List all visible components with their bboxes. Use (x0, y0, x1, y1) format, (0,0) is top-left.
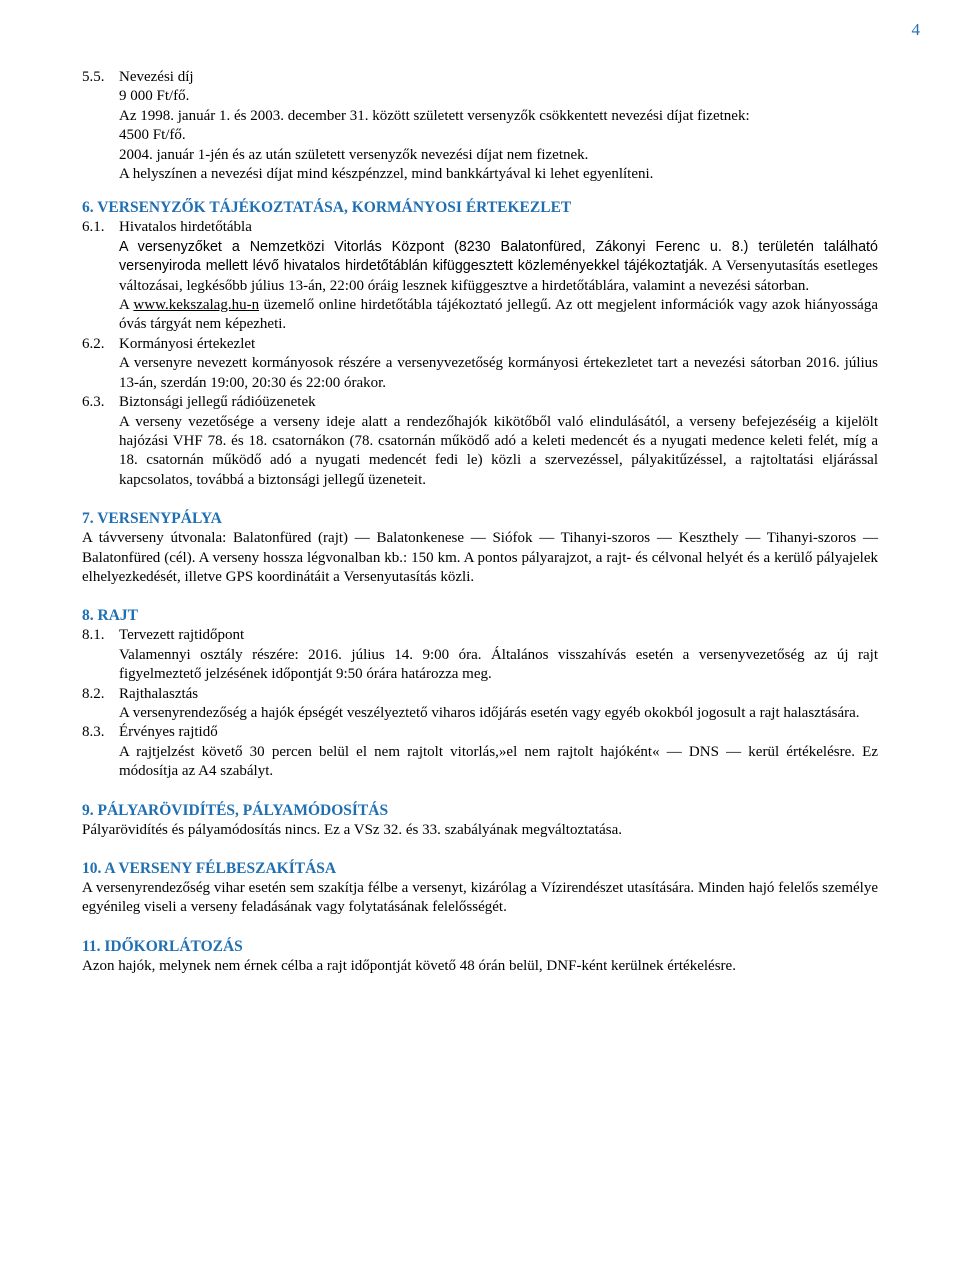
fee-line: A helyszínen a nevezési díjat mind készpénzzel, mind bankkártyával ki lehet egyenlíteni. (119, 166, 654, 183)
subsection-header (82, 218, 878, 237)
section-5-5 (82, 68, 878, 184)
subsection-title: Tervezett rajtidőpont (119, 627, 245, 644)
subsection-header (82, 335, 878, 354)
paragraph-text: A (119, 297, 134, 314)
section-9 (82, 801, 878, 840)
paragraph: Pályarövidítés és pályamódosítás nincs. Ez a VSz 32. és 33. szabályának megváltoztatása. (82, 821, 622, 838)
section-11 (82, 937, 878, 976)
section-heading: 6. VERSENYZŐK TÁJÉKOZTATÁSA, KORMÁNYOSI ÉRTEKEZLET (82, 199, 572, 217)
fee-line: 9 000 Ft/fő. (119, 88, 190, 105)
paragraph-text: üzemelő online hirdetőtábla tájékoztató jellegű. Az ott megjelent információk vagy azok hiányossága óvás tárgyát nem képezheti. (119, 297, 878, 333)
fee-line: Az 1998. január 1. és 2003. december 31. között született versenyzők csökkentett nevezési díjat fizetnek: (119, 107, 750, 124)
subsection-title: Hivatalos hirdetőtábla (119, 219, 252, 236)
fee-line: 2004. január 1-jén és az után született versenyzők nevezési díjat nem fizetnek. (119, 146, 589, 163)
subsection-title: Biztonsági jellegű rádióüzenetek (119, 394, 316, 411)
website-link[interactable]: www.kekszalag.hu-n (133, 297, 260, 314)
subsection-number: 6.1. (82, 219, 105, 236)
paragraph-text: A Versenyutasítás esetleges változásai, legkésőbb július 13-án, 22:00 óráig lesznek kifüggesztve a hirdetőtáblára, valamint a nevezési sátorban. (119, 258, 878, 294)
subsection-title: Rajthalasztás (119, 685, 199, 702)
subsection-number: 6.3. (82, 394, 105, 411)
subsection-header (82, 393, 878, 412)
section-6 (82, 198, 878, 490)
paragraph-text: A versenyzőket a Nemzetközi Vitorlás Központ (8230 Balatonfüred, Zákonyi Ferenc u. 8.) területén található versenyiroda mellett lévő hivatalos hirdetőtáblán kifüggesztett közleményekkel tájékoztatják. (119, 238, 878, 275)
paragraph: A rajtjelzést követő 30 percen belül el nem rajtolt vitorlás,»el nem rajtolt hajóként« ― DNS ― kerül értékelésre. Ez módosítja az A4 szabályt. (119, 743, 878, 780)
subsection-header (82, 68, 878, 87)
section-heading: 7. VERSENYPÁLYA (82, 510, 222, 528)
page-number: 4 (911, 20, 920, 39)
paragraph: A versenyrendezőség a hajók épségét veszélyeztető viharos időjárás esetén vagy egyéb okokból jogosult a rajt halasztására. (119, 704, 860, 721)
paragraph: A versenyre nevezett kormányosok részére a versenyvezetőség kormányosi értekezletet tart a nevezési sátorban 2016. július 13-án, szerdán 19:00, 20:30 és 22:00 órakor. (119, 355, 878, 391)
paragraph (82, 238, 878, 296)
subsection-number: 5.5. (82, 69, 105, 85)
subsection-title: Nevezési díj (119, 69, 194, 85)
section-heading: 9. PÁLYARÖVIDÍTÉS, PÁLYAMÓDOSÍTÁS (82, 801, 389, 819)
paragraph: Azon hajók, melynek nem érnek célba a rajt időpontját követő 48 órán belül, DNF-ként kerülnek értékelésre. (82, 957, 736, 974)
subsection-number: 8.1. (82, 627, 105, 644)
subsection-number: 8.3. (82, 724, 105, 741)
document-page (82, 68, 878, 976)
subsection-number: 8.2. (82, 685, 105, 702)
subsection-title: Érvényes rajtidő (119, 724, 218, 741)
paragraph: A verseny vezetősége a verseny ideje alatt a rendezőhajók kikötőből való elindulásától, a verseny befejezéséig a kijelölt hajózási VHF 78. és 18. csatornákon (78. csatornán működő adó a keleti medencét és a nyugati medence keleti felét, míg a 18. csatornán működő adó a nyugati medencét fedi le) közli a szervezéssel, pályakitűzéssel, a rajtoltatási eljárással kapcsolatos, továbbá a biztonsági jellegű üzeneteit. (119, 413, 878, 488)
section-7 (82, 509, 878, 587)
subsection-number: 6.2. (82, 335, 105, 352)
fee-line: 4500 Ft/fő. (119, 127, 186, 144)
paragraph: A versenyrendezőség vihar esetén sem szakítja félbe a versenyt, kizárólag a Vízirendészet utasítására. Minden hajó felelős személye egyénileg viseli a verseny feladásának vagy folytatásának felelősségét. (82, 880, 878, 916)
section-heading: 8. RAJT (82, 607, 138, 625)
section-10 (82, 859, 878, 918)
subsection-header (82, 723, 878, 742)
paragraph (82, 296, 878, 335)
subsection-header (82, 685, 878, 704)
subsection-title: Kormányosi értekezlet (119, 335, 256, 352)
section-8 (82, 606, 878, 781)
paragraph: A távverseny útvonala: Balatonfüred (rajt) ― Balatonkenese ― Siófok ― Tihanyi-szoros ― Keszthely ― Tihanyi-szoros ― Balatonfüred (cél). A verseny hossza légvonalban kb.: 150 km. A pontos pályarajzot, a rajt- és célvonal helyét és a kerülő pályajelek elhelyezkedését, illetve GPS koordinátáit a Versenyutasítás közli. (82, 530, 878, 585)
section-heading: 10. A VERSENY FÉLBESZAKÍTÁSA (82, 860, 337, 877)
section-heading: 11. IDŐKORLÁTOZÁS (82, 937, 243, 955)
paragraph: Valamennyi osztály részére: 2016. július 14. 9:00 óra. Általános visszahívás esetén a versenyvezetőség az új rajt figyelmeztető jelzésének időpontját 9:50 órára határozza meg. (119, 646, 878, 683)
subsection-header (82, 626, 878, 645)
